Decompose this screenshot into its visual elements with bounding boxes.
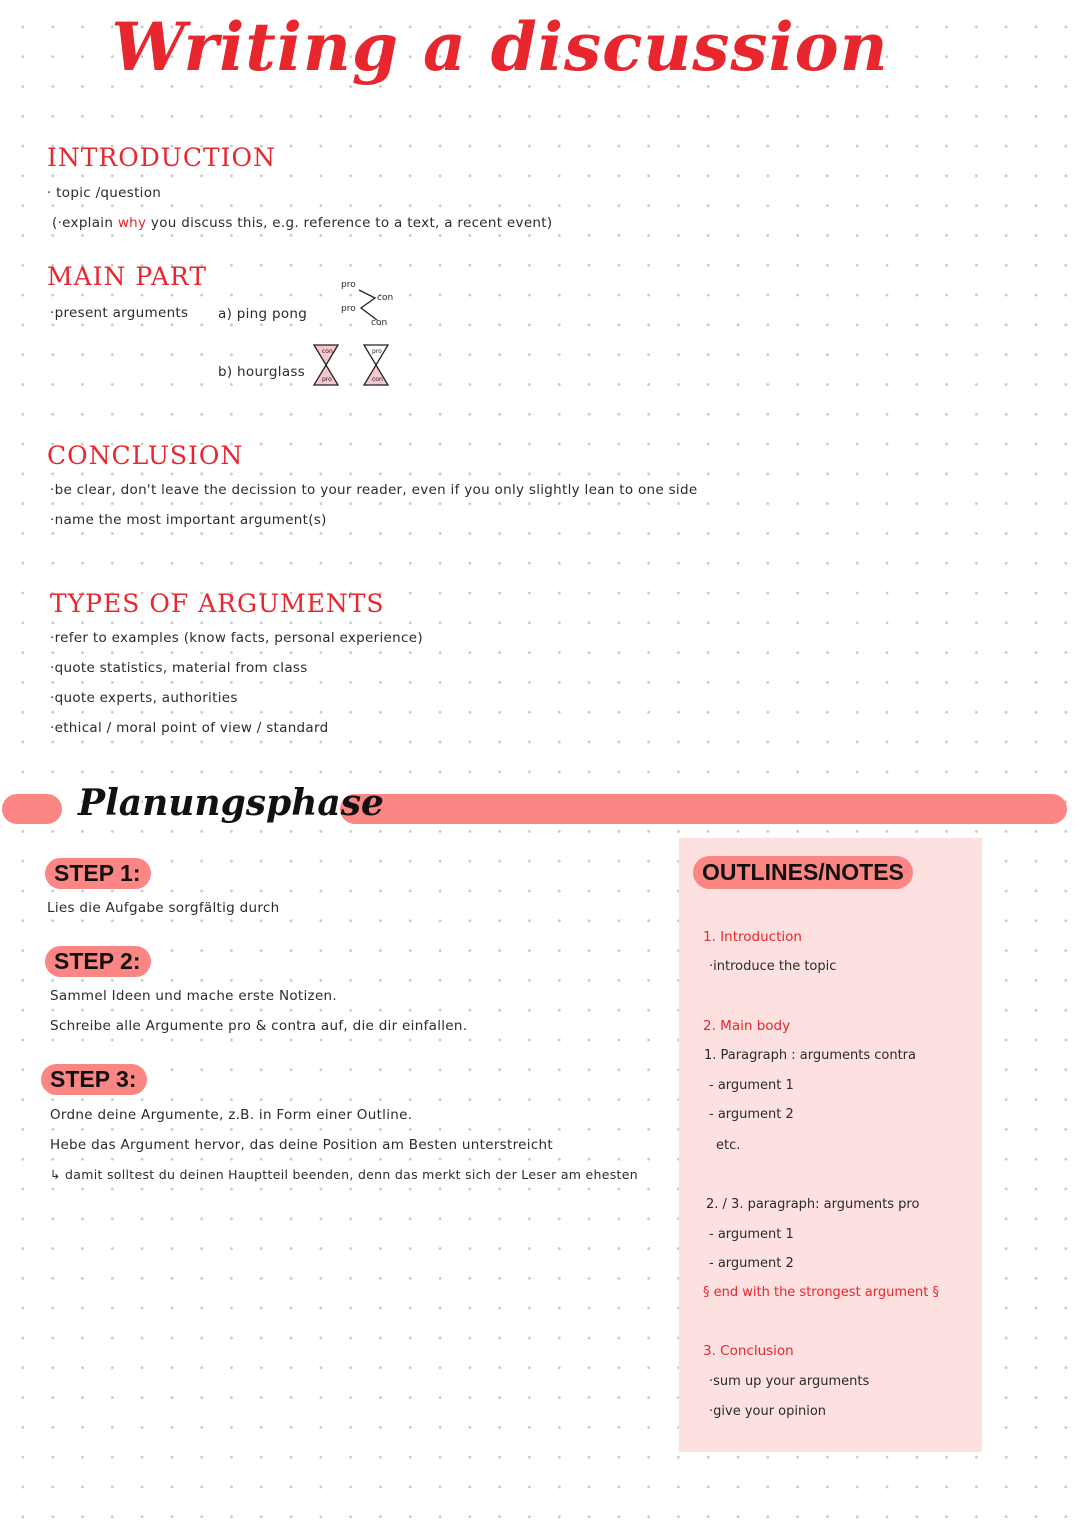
notes-body-title: 2. Main body <box>703 1018 791 1034</box>
conclusion-line-2: ·name the most important argument(s) <box>50 512 327 528</box>
step-3-line-2: Hebe das Argument hervor, das deine Position am Besten unterstreicht <box>50 1137 553 1153</box>
main-part-heading: MAIN PART <box>47 262 207 291</box>
intro-line-topic: · topic /question <box>47 185 162 201</box>
introduction-heading: INTRODUCTION <box>47 143 276 172</box>
notes-conclusion-title: 3. Conclusion <box>703 1343 794 1359</box>
main-part-hourglass: b) hourglass <box>218 364 306 380</box>
notes-body2-line-3: - argument 2 <box>709 1256 794 1271</box>
types-item-1: ·refer to examples (know facts, personal experience) <box>50 630 423 646</box>
notes-conclusion-line-2: ·give your opinion <box>709 1404 827 1419</box>
step-2-label: STEP 2: <box>45 946 151 977</box>
conclusion-line-1: ·be clear, don't leave the decission to your reader, even if you only slightly lean to one side <box>50 482 698 498</box>
intro-explain-pre: (·explain <box>52 215 114 231</box>
notes-body-line-2: - argument 1 <box>709 1078 794 1093</box>
notes-heading <box>693 856 913 889</box>
intro-explain-why: why <box>117 215 147 231</box>
notes-strongest: § end with the strongest argument § <box>703 1285 940 1300</box>
notes-body2-line-2: - argument 1 <box>709 1227 794 1242</box>
banner-bar-left <box>2 794 62 824</box>
types-item-3: ·quote experts, authorities <box>50 690 238 706</box>
step-2 <box>45 946 151 977</box>
banner-bar-right <box>340 794 1067 824</box>
pingpong-con-2: con <box>371 318 388 328</box>
pingpong-con-1: con <box>377 293 394 303</box>
step-3 <box>41 1064 147 1095</box>
svg-text:pro: pro <box>372 348 382 355</box>
notes-intro-line: ·introduce the topic <box>709 959 837 974</box>
step-1-label: STEP 1: <box>45 858 151 889</box>
intro-explain-post: you discuss this, e.g. reference to a text, a recent event) <box>150 215 553 231</box>
types-item-2: ·quote statistics, material from class <box>50 660 308 676</box>
notes-body-line-3: - argument 2 <box>709 1107 794 1122</box>
types-heading: TYPES OF ARGUMENTS <box>50 589 385 618</box>
conclusion-heading: CONCLUSION <box>47 441 244 470</box>
pingpong-pro-1: pro <box>341 280 356 290</box>
notes-body-line-4: etc. <box>716 1138 741 1153</box>
types-item-4: ·ethical / moral point of view / standard <box>50 720 329 736</box>
notes-intro-title: 1. Introduction <box>703 929 802 945</box>
main-part-present: ·present arguments <box>50 305 189 321</box>
svg-text:pro: pro <box>322 376 332 383</box>
step-2-line-1: Sammel Ideen und mache erste Notizen. <box>50 988 337 1004</box>
notes-body2-line-1: 2. / 3. paragraph: arguments pro <box>706 1197 920 1212</box>
intro-line-explain <box>52 215 552 231</box>
notes-heading-label: OUTLINES/NOTES <box>693 856 913 889</box>
step-3-line-3: ↳ damit solltest du deinen Hauptteil beenden, denn das merkt sich der Leser am ehesten <box>50 1167 638 1182</box>
pingpong-arrows-icon <box>357 284 379 326</box>
notes-body-line-1: 1. Paragraph : arguments contra <box>704 1048 916 1063</box>
step-1 <box>45 858 151 889</box>
main-part-ping-pong: a) ping pong <box>218 306 308 322</box>
page-title: Writing a discussion <box>111 8 889 86</box>
banner-title: Planungsphase <box>78 782 384 824</box>
step-3-line-1: Ordne deine Argumente, z.B. in Form einer Outline. <box>50 1107 413 1123</box>
hourglass-icon-2 <box>361 343 391 387</box>
hourglass-icon-1 <box>311 343 341 387</box>
step-2-line-2: Schreibe alle Argumente pro & contra auf, die dir einfallen. <box>50 1018 468 1034</box>
step-1-line-1: Lies die Aufgabe sorgfältig durch <box>47 900 280 916</box>
svg-text:con: con <box>372 376 383 383</box>
notes-conclusion-line-1: ·sum up your arguments <box>709 1374 870 1389</box>
pingpong-pro-2: pro <box>341 304 356 314</box>
step-3-label: STEP 3: <box>41 1064 147 1095</box>
svg-text:con: con <box>322 348 333 355</box>
